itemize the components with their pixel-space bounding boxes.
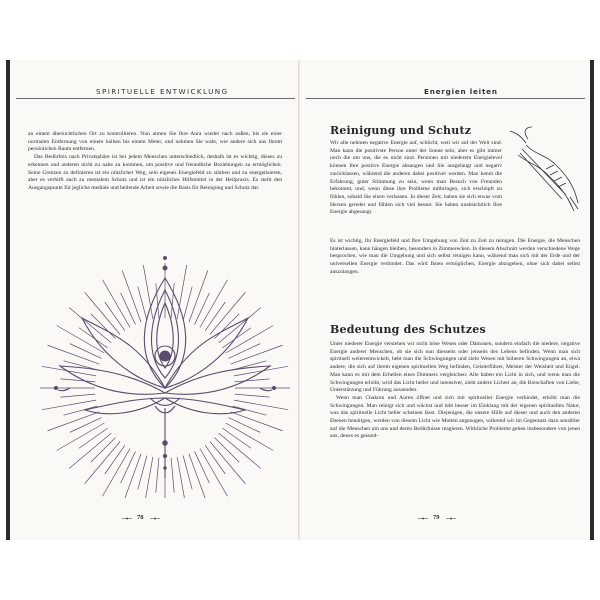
section1-text <box>330 238 580 277</box>
mandala-ray <box>105 445 125 474</box>
mandala-ray <box>195 451 210 483</box>
mandala-ray <box>121 451 136 483</box>
mandala-ray <box>177 265 187 319</box>
mandala-ray <box>235 394 270 397</box>
mandala-ray <box>105 302 125 331</box>
mandala-ray <box>183 287 192 321</box>
mandala-ray <box>64 406 98 415</box>
paragraph: an einem übersichtlichen Ort zu kontrollieren. Nun atmen Sie Ihre Aura wieder nach außen, bis sie einer normalen Entfernung von einem halben bis einem Meter, und nehmen Sie wahr, wie andere sich aus Ihrem persönlichen Raum entfernen. <box>28 131 282 153</box>
mandala-ray <box>91 437 116 462</box>
mandala-ray <box>70 344 102 359</box>
mandala-ray <box>210 442 245 484</box>
left-body-text <box>28 131 282 193</box>
mandala-ray <box>189 454 208 498</box>
mandala-ray <box>214 314 239 339</box>
mandala-ray <box>48 345 100 364</box>
running-head-right: Energien leiten <box>424 87 498 96</box>
mandala-ray <box>233 361 267 370</box>
mandala-ray <box>234 366 288 376</box>
mandala-ray <box>69 433 111 468</box>
mandala-ray <box>138 287 147 321</box>
mandala-ray <box>189 271 208 323</box>
left-page <box>10 60 299 540</box>
mandala-ray <box>233 406 267 415</box>
page-ornament-right-2 <box>446 517 456 520</box>
header-rule-right <box>306 98 585 99</box>
mandala-ray <box>122 271 141 323</box>
mandala-ray <box>60 379 95 382</box>
page-ornament-left <box>122 517 132 520</box>
mandala-ray <box>231 345 283 364</box>
mandala-ray <box>222 428 251 448</box>
mandala-ray <box>171 458 174 493</box>
mandala-ray <box>183 456 192 490</box>
mandala-ray <box>70 418 102 433</box>
mandala-ray <box>42 400 96 410</box>
mandala-ray <box>79 328 108 348</box>
paragraph: Das Bedürfnis nach Privatsphäre ist bei jedem Menschen unterschiedlich, deshalb ist es wichtig, dieses zu erkennen und anderen nicht zu nahe zu kommen, um positive und freundliche Beziehungen zu ermöglichen. Seine Grenzen zu definieren ist ein nützlicher Weg, sein eigenes Energiefeld zu stärken und zu energetisieren, aber es verhilft auch zu mentalem Schutz und ist ein nützliches Hilfsmittel in der Heilpraxis. Es stellt den Ausgangspunkt für jegliche mediale und heilende Arbeit sowie die Basis für Reinigung und Schutz dar. <box>28 154 282 191</box>
page-number-left: 78 <box>137 514 144 521</box>
mandala-ray <box>214 437 239 462</box>
mandala-ray <box>42 366 96 376</box>
section2-text <box>330 341 580 441</box>
page-ornament-left-2 <box>150 517 160 520</box>
mandala-ray <box>121 293 136 325</box>
mandala-ray <box>60 394 95 397</box>
right-page <box>300 60 590 540</box>
mandala-ray <box>235 379 270 382</box>
mandala-ray <box>69 308 111 343</box>
mandala-ray <box>91 314 116 339</box>
mandala-ray <box>205 302 225 331</box>
mandala-ray <box>228 344 260 359</box>
section-heading-cleansing: Reinigung und Schutz <box>330 124 472 137</box>
sage-smudge-bundle-illustration <box>506 125 586 213</box>
mandala-ray <box>234 400 288 410</box>
book-spread <box>0 60 600 540</box>
mandala-ray <box>64 361 98 370</box>
mandala-ray <box>231 412 283 431</box>
page-ornament-right <box>418 517 428 520</box>
section-heading-protection: Bedeutung des Schutzes <box>330 323 486 336</box>
running-head-left: SPIRITUELLE ENTWICKLUNG <box>96 87 229 96</box>
paragraph: Wir alle nehmen negative Energie auf, schlicht, weil wir auf der Welt sind. Man kann die positivste Person unter der Sonne sein, aber es gibt immer noch die um uns, die es nicht sind. Personen mit niederem Energielevel können Ihre positive Energie absaugen und Sie ausgelaugt und negativ zurücklassen, während die anderen dabei positiver werden. Man kennt die Erfahrung, guter Stimmung zu sein, wenn man Besuch von Freunden bekommt, und, wenn diese ihre Probleme mitbringen, sich erschöpft zu fühlen, sobald Sie einen verlassen. In dieser Zeit, haben sie sich etwas vom Herzen geredet und fühlen sich viel besser. Sie haben unabsichtlich Ihre Energie abgesaugt. <box>330 140 502 216</box>
mandala-ray <box>228 418 260 433</box>
paragraph: Wenn man Chakren und Auren öffnet und sich mit spiritueller Energie verbindet, erhöht man die Schwingungen. Man reinigt sich und wächst und lebt besser im Einklang mit der eigenen spirituellen Natur, was das spirituelle Licht heller scheinen lässt. Diejenigen, die unsere Hilfe auf dieser und auch den anderen Ebenen benötigen, werden von diesem Licht wie Motten angezogen, während wir im Gegensatz dazu sensibler auf die Menschen um uns und deren Bedürfnisse reagieren. Wirkliche Probleme gehen insbesondere von jenen aus, denes es gesund- <box>330 394 580 440</box>
header-rule-left <box>16 98 295 99</box>
mandala-ray <box>219 433 261 468</box>
page-number-right: 79 <box>433 514 440 521</box>
mandala-ray <box>222 328 251 348</box>
mandala-ray <box>205 445 225 474</box>
mandala-ray <box>219 308 261 343</box>
mandala-ray <box>85 442 120 484</box>
mandala-ray <box>156 458 159 493</box>
paragraph: Es ist wichtig, Ihr Energiefeld und Ihre Umgebung von Zeit zu Zeit zu reinigen. Die Energie, die Menschen hinterlassen, kann hängen bleiben, besonders in Zimmerecken. In diesem Abschnitt werden verschiedene Wege besprochen, wie man die Umgebung und sich selbst reinigen kann, während man sich mit der Erde und der universellen Energie verbindet. Das wird Ihnen ermöglichen, Energie abzugeben, ohne sich dabei selbst auszulaugen. <box>330 238 580 275</box>
mandala-ray <box>138 456 147 490</box>
lotus-mandala-illustration <box>30 238 300 498</box>
mandala-ray <box>195 293 210 325</box>
mandala-ray <box>48 412 100 431</box>
mandala-ray <box>79 428 108 448</box>
mandala-ray <box>143 265 153 319</box>
paragraph: Unter niederer Energie verstehen wir nicht böse Wesen oder Dämonen, sondern einfach die niedere, negative Energie anderer Menschen, ob sie sich nun diesseits oder jenseits des Lebens befinden. Wenn man sich spirituell weiterentwickelt, hebt man die Schwingungen und zieht Wesen mit höheren Schwingungen an, etwa andere, die sich auf ihrem eigenen spirituellen Weg befinden, Geisterführer, Meister der Weisheit und Engel. Man kann es mit dem Erhellen eines Dimmers vergleichen: Alle haben ein Licht in sich, und wenn man die Schwingungen erhöht, wird das Licht heller und intensiver, zieht andere Lichter an, die Botschaften von Liebe, Unterstützung und Führung aussenden. <box>330 341 580 394</box>
mandala-ray <box>122 454 141 498</box>
section1-text-narrow <box>330 140 502 217</box>
